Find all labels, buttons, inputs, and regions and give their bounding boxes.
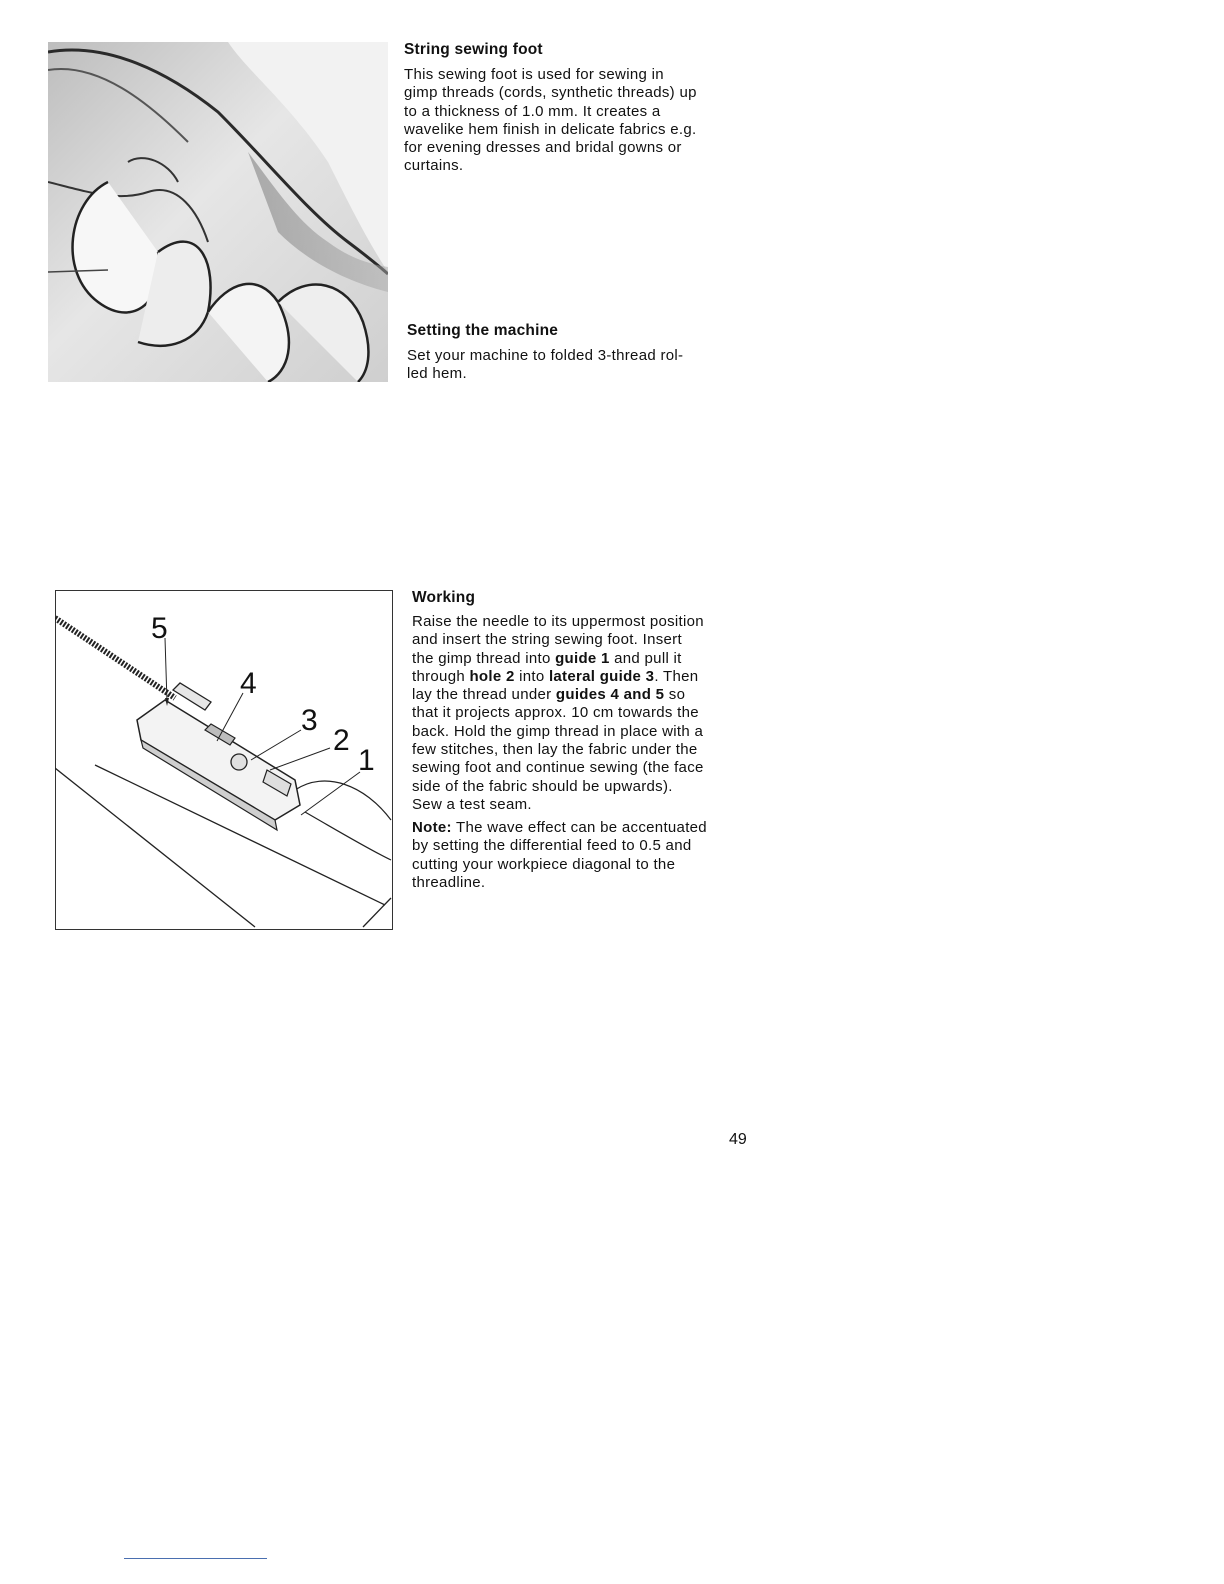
working-line: lay the thread under guides 4 and 5 so: [412, 686, 686, 704]
note-paragraph: [412, 819, 707, 892]
working-line: Sew a test seam.: [412, 795, 532, 813]
diagram-label-2: 2: [333, 724, 350, 757]
diagram-label-1: 1: [358, 744, 375, 777]
working-line: sewing foot and continue sewing (the face: [412, 759, 704, 777]
diagram-label-5: 5: [151, 612, 168, 645]
working-line: that it projects approx. 10 cm towards the: [412, 704, 699, 722]
working-line: side of the fabric should be upwards).: [412, 777, 673, 795]
note-line: by setting the differential feed to 0.5 and: [412, 837, 692, 855]
working-line: back. Hold the gimp thread in place with a: [412, 722, 704, 740]
bold-term: Note:: [412, 819, 452, 836]
note-line: Note: The wave effect can be accentuated: [412, 819, 707, 836]
setting-paragraph: Set your machine to folded 3-thread rol- led hem.: [407, 347, 684, 383]
diagram-label-3: 3: [301, 704, 318, 737]
sewing-foot-diagram: [55, 590, 393, 930]
bold-term: guide 1: [555, 649, 610, 667]
working-paragraph: [412, 613, 704, 814]
bold-term: hole 2: [469, 667, 515, 685]
working-line: the gimp thread into guide 1 and pull it: [412, 649, 682, 667]
page-number: 49: [729, 1131, 747, 1148]
working-line: few stitches, then lay the fabric under the: [412, 741, 698, 759]
footer-rule: [124, 1558, 267, 1559]
note-line: threadline.: [412, 873, 486, 891]
section-heading-string-sewing-foot: String sewing foot: [404, 41, 543, 58]
section-heading-setting-machine: Setting the machine: [407, 322, 559, 339]
diagram-label-4: 4: [240, 667, 257, 700]
working-line: and insert the string sewing foot. Insert: [412, 631, 682, 649]
note-line: cutting your workpiece diagonal to the: [412, 855, 676, 873]
working-line: Raise the needle to its uppermost position: [412, 613, 704, 630]
intro-paragraph: This sewing foot is used for sewing in gimp threads (cords, synthetic threads) up to a thickness of 1.0 mm. It creates a wavelike hem finish in delicate fabrics e.g. for evening dresses and bridal gowns or curtains.: [404, 66, 697, 175]
wavy-hem-photo: [48, 42, 388, 382]
bold-term: guides 4 and 5: [555, 686, 665, 704]
working-line: through hole 2 into lateral guide 3. Then: [412, 667, 699, 685]
bold-term: lateral guide 3: [548, 667, 655, 685]
section-heading-working: Working: [412, 589, 476, 606]
